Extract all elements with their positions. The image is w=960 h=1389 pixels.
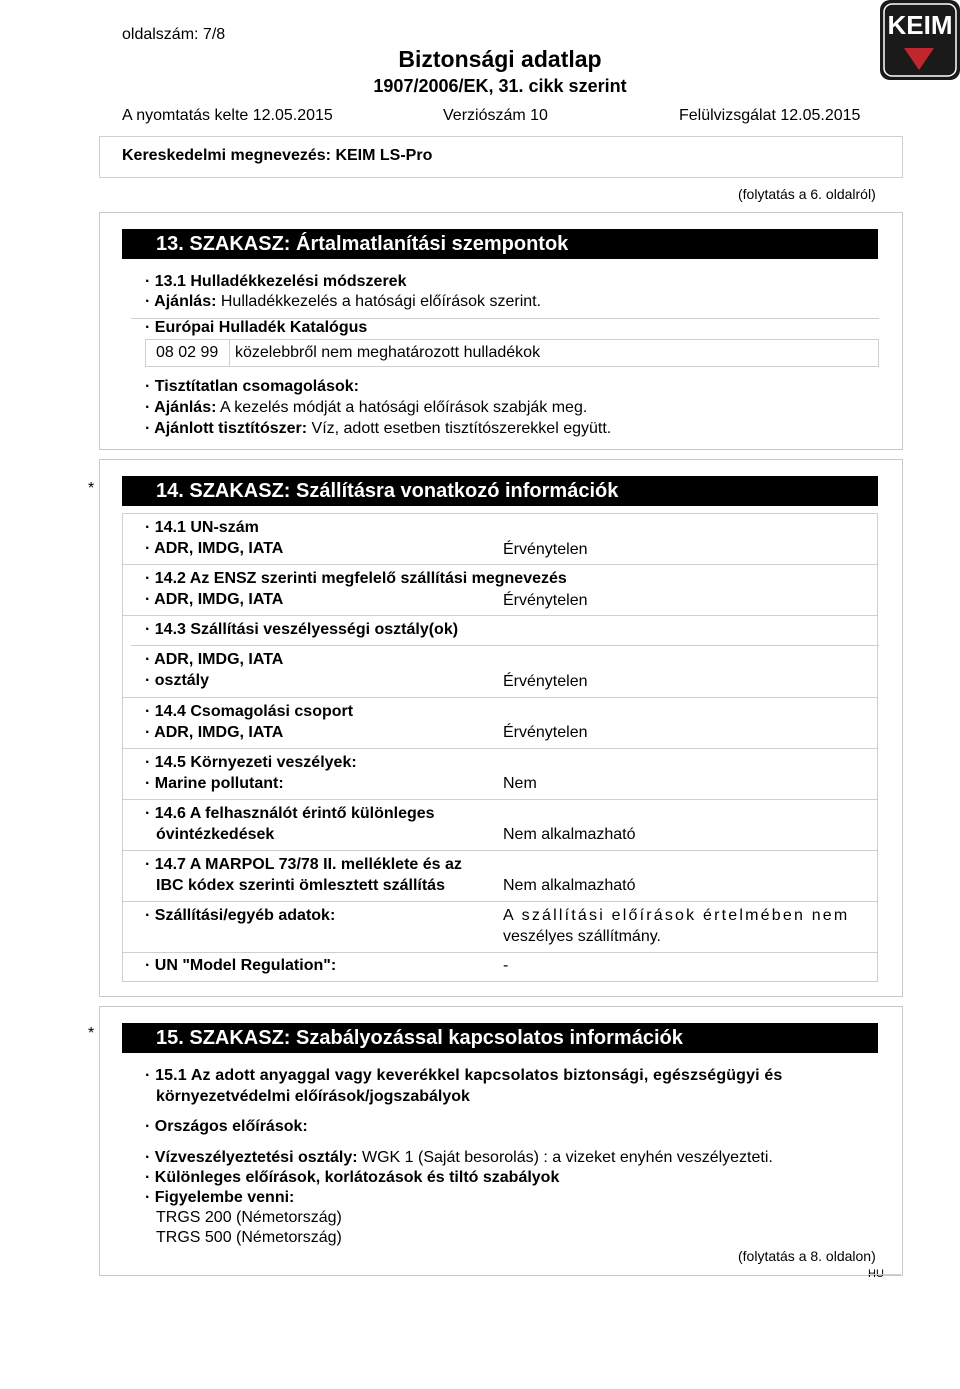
packing-group-modes: · ADR, IMDG, IATA: [145, 724, 284, 741]
revision-date: Felülvizsgálat 12.05.2015: [679, 107, 861, 124]
version-number: Verziószám 10: [443, 107, 548, 124]
special-precautions-heading: · 14.6 A felhasználót érintő különleges: [145, 805, 435, 822]
packing-group-heading: · 14.4 Csomagolási csoport: [145, 703, 354, 720]
marine-pollutant-value: Nem: [503, 775, 537, 792]
waste-catalog-heading: · Európai Hulladék Katalógus: [145, 319, 368, 336]
model-regulation-label: · UN "Model Regulation":: [145, 957, 337, 974]
marine-pollutant-label: · Marine pollutant:: [145, 775, 284, 792]
language-code-underline: [868, 1274, 901, 1275]
environmental-hazards-heading: · 14.5 Környezeti veszélyek:: [145, 754, 357, 771]
special-precautions-heading-cont: óvintézkedések: [156, 826, 275, 843]
national-regulations-heading: · Országos előírások:: [145, 1118, 308, 1135]
un-number-value: Érvénytelen: [503, 541, 588, 558]
document-title: Biztonsági adatlap: [398, 46, 602, 72]
waste-methods-heading: · 13.1 Hulladékkezelési módszerek: [145, 273, 407, 290]
shipping-name-value: Érvénytelen: [503, 592, 588, 609]
packing-group-value: Érvénytelen: [503, 724, 588, 741]
shipping-name-heading: · 14.2 Az ENSZ szerinti megfelelő szállítási megnevezés: [145, 570, 567, 587]
waste-table-separator: [229, 339, 230, 367]
trgs-500: TRGS 500 (Németország): [156, 1229, 342, 1246]
section-15-title: 15. SZAKASZ: Szabályozással kapcsolatos információk: [122, 1023, 878, 1053]
hazard-class-label: · osztály: [145, 672, 210, 689]
hazard-class-heading: · 14.3 Szállítási veszélyességi osztály(ok): [145, 621, 459, 638]
marpol-heading: · 14.7 A MARPOL 73/78 II. melléklete és az: [145, 856, 462, 873]
transport-other-value: A szállítási előírások értelmében nem: [503, 907, 850, 924]
language-code: HU: [868, 1268, 884, 1280]
un-number-modes: · ADR, IMDG, IATA: [145, 540, 284, 557]
trade-name: Kereskedelmi megnevezés: KEIM LS-Pro: [122, 147, 433, 164]
shipping-name-modes: · ADR, IMDG, IATA: [145, 591, 284, 608]
model-regulation-value: -: [503, 957, 509, 974]
un-number-heading: · 14.1 UN-szám: [145, 519, 259, 536]
section-14-title: 14. SZAKASZ: Szállításra vonatkozó információk: [122, 476, 878, 506]
document-subtitle: 1907/2006/EK, 31. cikk szerint: [373, 76, 627, 96]
continued-to: (folytatás a 8. oldalon): [738, 1248, 876, 1264]
regulations-heading-cont: környezetvédelmi előírások/jogszabályok: [156, 1088, 470, 1105]
packaging-recommendation: · Ajánlás: A kezelés módját a hatósági előírások szabják meg.: [145, 399, 588, 416]
uncleaned-packaging-heading: · Tisztítatlan csomagolások:: [145, 378, 359, 395]
special-restrictions-heading: · Különleges előírások, korlátozások és tiltó szabályok: [145, 1169, 560, 1186]
trgs-200: TRGS 200 (Németország): [156, 1209, 342, 1226]
keim-logo: [878, 0, 960, 82]
take-into-account-heading: · Figyelembe venni:: [145, 1189, 295, 1206]
continued-from: (folytatás a 6. oldalról): [738, 186, 876, 202]
special-precautions-value: Nem alkalmazható: [503, 826, 636, 843]
hazard-class-value: Érvénytelen: [503, 673, 588, 690]
regulations-heading: · 15.1 Az adott anyaggal vagy keverékkel kapcsolatos biztonsági, egészségügyi és: [145, 1067, 783, 1084]
section-15-change-marker: *: [88, 1025, 95, 1042]
section-13-title: 13. SZAKASZ: Ártalmatlanítási szempontok: [122, 229, 878, 259]
transport-other-value-cont: veszélyes szállítmány.: [503, 928, 661, 945]
marpol-value: Nem alkalmazható: [503, 877, 636, 894]
page-number: oldalszám: 7/8: [122, 26, 226, 43]
print-date: A nyomtatás kelte 12.05.2015: [122, 107, 333, 124]
waste-recommendation: · Ajánlás: Hulladékkezelés a hatósági előírások szerint.: [145, 293, 542, 310]
hazard-class-divider: [131, 645, 879, 646]
logo-text: KEIM: [887, 10, 953, 40]
transport-other-label: · Szállítási/egyéb adatok:: [145, 907, 336, 924]
waste-code: 08 02 99: [156, 344, 219, 361]
marpol-heading-cont: IBC kódex szerinti ömlesztett szállítás: [156, 877, 445, 894]
recommended-cleaner: · Ajánlott tisztítószer: Víz, adott esetben tisztítószerekkel együtt.: [145, 420, 612, 437]
waste-description: közelebbről nem meghatározott hulladékok: [235, 344, 541, 361]
hazard-class-modes: · ADR, IMDG, IATA: [145, 651, 284, 668]
section-14-change-marker: *: [88, 480, 95, 497]
water-hazard-class: · Vízveszélyeztetési osztály: WGK 1 (Saját besorolás) : a vizeket enyhén veszélyezteti.: [145, 1149, 773, 1166]
